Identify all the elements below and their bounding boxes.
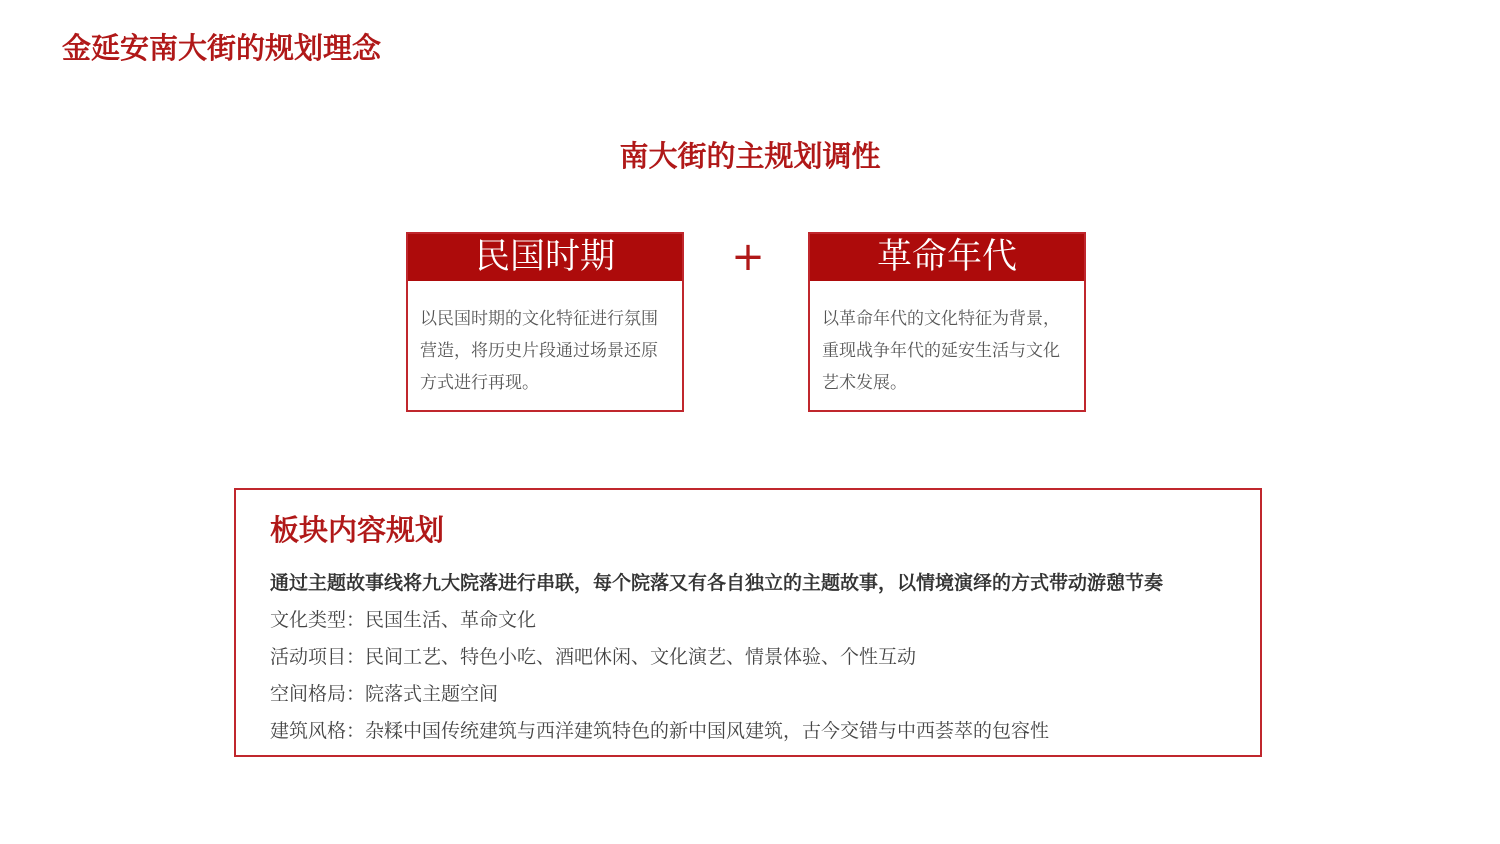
card-description: 以民国时期的文化特征进行氛围营造，将历史片段通过场景还原方式进行再现。 [420, 309, 658, 393]
section-title: 南大街的主规划调性 [619, 139, 881, 173]
page-title: 金延安南大街的规划理念 [62, 31, 382, 65]
card-heading: 民国时期 [408, 234, 682, 281]
card-description: 以革命年代的文化特征为背景，重现战争年代的延安生活与文化艺术发展。 [822, 309, 1060, 393]
list-item: 建筑风格：杂糅中国传统建筑与西洋建筑特色的新中国风建筑，古今交错与中西荟萃的包容性 [270, 720, 1050, 742]
list-item: 文化类型：民国生活、革命文化 [270, 609, 537, 631]
theme-card-revolution-era [808, 232, 1086, 412]
content-plan-panel [234, 488, 1262, 757]
panel-title: 板块内容规划 [270, 513, 445, 547]
plus-icon: + [731, 234, 765, 280]
list-item: 空间格局：院落式主题空间 [270, 683, 499, 705]
card-heading: 革命年代 [810, 234, 1084, 281]
theme-card-republic-era [406, 232, 684, 412]
panel-item-list [270, 602, 1049, 750]
list-item: 活动项目：民间工艺、特色小吃、酒吧休闲、文化演艺、情景体验、个性互动 [270, 646, 917, 668]
panel-lead-text: 通过主题故事线将九大院落进行串联，每个院落又有各自独立的主题故事，以情境演绎的方式带动游憩节奏 [270, 572, 1164, 594]
